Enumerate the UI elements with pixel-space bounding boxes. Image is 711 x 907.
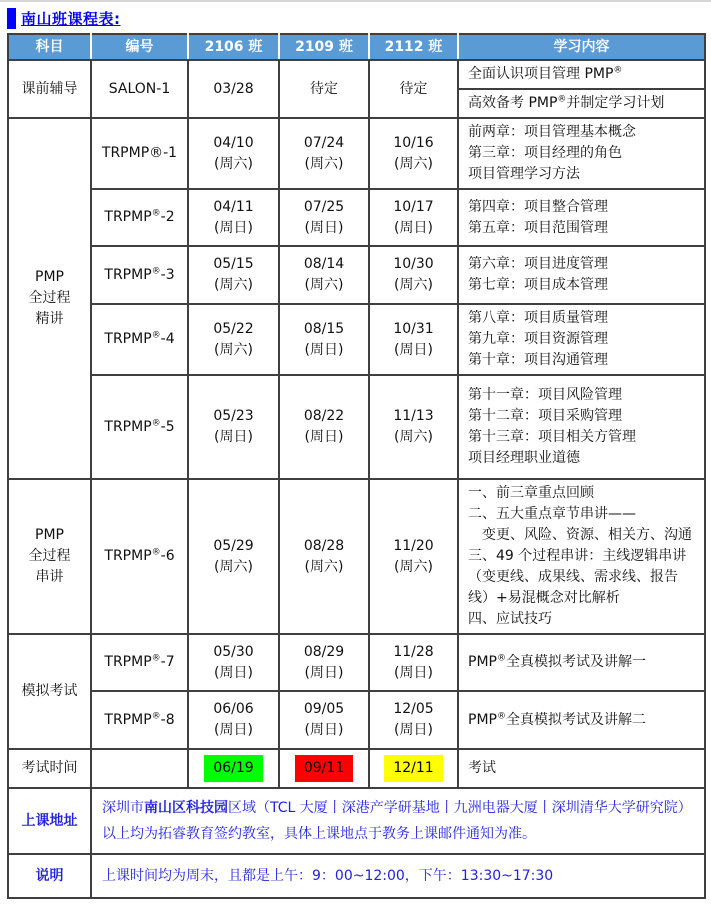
cell-content-trpmp-3: 第六章：项目进度管理 第七章：项目成本管理 — [458, 246, 705, 304]
cell-date-2109-trpmp-2: 07/25 (周日) — [279, 189, 369, 246]
cell-date-2112-trpmp-3: 10/30 (周六) — [369, 246, 458, 304]
cell-date-2112-trpmp-2: 10/17 (周日) — [369, 189, 458, 246]
exam-date-highlight-yellow: 12/11 — [384, 755, 442, 782]
cell-date-2106-trpmp-3: 05/15 (周六) — [188, 246, 279, 304]
cell-address-text — [91, 788, 705, 854]
title-accent-bar — [7, 8, 16, 29]
table-row-address — [8, 788, 705, 854]
table-row-trpmp-3 — [8, 246, 705, 304]
header-class-2109: 2109 班 — [279, 34, 369, 60]
cell-subject-pre-course: 课前辅导 — [8, 60, 91, 118]
table-row-trpmp-2 — [8, 189, 705, 246]
cell-date-2112-salon: 待定 — [369, 60, 458, 118]
cell-date-2106-trpmp-2: 04/11 (周日) — [188, 189, 279, 246]
cell-date-2112-trpmp-4: 10/31 (周日) — [369, 304, 458, 375]
exam-date-highlight-green: 06/19 — [204, 755, 262, 782]
cell-code-trpmp-2: TRPMP®-2 — [91, 189, 188, 246]
cell-exam-date-2112 — [369, 749, 458, 788]
cell-subject-review: PMP 全过程 串讲 — [8, 479, 91, 634]
table-row-trpmp-5 — [8, 375, 705, 479]
table-row-trpmp-8 — [8, 691, 705, 749]
cell-content-trpmp-1: 前两章：项目管理基本概念 第三章：项目经理的角色 项目管理学习方法 — [458, 118, 705, 189]
schedule-table — [7, 33, 706, 899]
page-top-rule — [0, 0, 711, 2]
cell-code-trpmp-1: TRPMP®-1 — [91, 118, 188, 189]
cell-date-2106-trpmp-5: 05/23 (周日) — [188, 375, 279, 479]
exam-date-highlight-red: 09/11 — [295, 755, 353, 782]
cell-content-trpmp-2: 第四章：项目整合管理 第五章：项目范围管理 — [458, 189, 705, 246]
address-bold-location: 南山区科技园 — [144, 800, 228, 816]
section-title — [7, 7, 711, 29]
cell-code-trpmp-3: TRPMP®-3 — [91, 246, 188, 304]
header-content: 学习内容 — [458, 34, 705, 60]
cell-date-2106-trpmp-8: 06/06 (周日) — [188, 691, 279, 749]
cell-date-2112-trpmp-8: 12/05 (周日) — [369, 691, 458, 749]
cell-code-trpmp-6: TRPMP®-6 — [91, 479, 188, 634]
cell-date-2109-trpmp-5: 08/22 (周日) — [279, 375, 369, 479]
header-subject: 科目 — [8, 34, 91, 60]
cell-content-salon-1: 全面认识项目管理 PMP® — [458, 60, 705, 89]
cell-exam-code-empty — [91, 749, 188, 788]
cell-date-2112-trpmp-7: 11/28 (周日) — [369, 634, 458, 691]
table-row-trpmp-6 — [8, 479, 705, 634]
cell-date-2106-trpmp-1: 04/10 (周六) — [188, 118, 279, 189]
cell-exam-content: 考试 — [458, 749, 705, 788]
cell-content-trpmp-5: 第十一章：项目风险管理 第十二章：项目采购管理 第十三章：项目相关方管理 项目经理职业道德 — [458, 375, 705, 479]
cell-content-trpmp-6: 一、前三章重点回顾 二、五大重点章节串讲—— 变更、风险、资源、相关方、沟通 三、49 个过程串讲：主线逻辑串讲（变更线、成果线、需求线、报告线）+易混概念对比解析 四、应试技巧 — [458, 479, 705, 634]
table-row-exam-dates — [8, 749, 705, 788]
cell-code-trpmp-5: TRPMP®-5 — [91, 375, 188, 479]
cell-date-2106-trpmp-4: 05/22 (周六) — [188, 304, 279, 375]
cell-date-2106-trpmp-6: 05/29 (周六) — [188, 479, 279, 634]
cell-subject-full-course: PMP 全过程 精讲 — [8, 118, 91, 479]
cell-date-2112-trpmp-5: 11/13 (周六) — [369, 375, 458, 479]
table-row-trpmp-7 — [8, 634, 705, 691]
cell-date-2109-trpmp-7: 08/29 (周日) — [279, 634, 369, 691]
cell-date-2106-salon: 03/28 — [188, 60, 279, 118]
cell-content-salon-2: 高效备考 PMP®并制定学习计划 — [458, 89, 705, 118]
cell-content-trpmp-8: PMP®全真模拟考试及讲解二 — [458, 691, 705, 749]
header-class-2112: 2112 班 — [369, 34, 458, 60]
cell-code-trpmp-7: TRPMP®-7 — [91, 634, 188, 691]
cell-subject-exam-time: 考试时间 — [8, 749, 91, 788]
address-prefix: 深圳市 — [102, 800, 144, 816]
cell-subject-address: 上课地址 — [8, 788, 91, 854]
cell-date-2109-trpmp-1: 07/24 (周六) — [279, 118, 369, 189]
address-rest: 区域（TCL 大厦丨深港产学研基地丨九洲电器大厦丨深圳清华大学研究院）以上均为拓睿教育签约教室，具体上课地点于教务上课邮件通知为准。 — [102, 800, 692, 842]
cell-date-2112-trpmp-1: 10/16 (周六) — [369, 118, 458, 189]
page-title: 南山班课程表: — [21, 9, 121, 28]
table-row-salon-1 — [8, 60, 705, 89]
cell-date-2109-salon: 待定 — [279, 60, 369, 118]
cell-date-2112-trpmp-6: 11/20 (周六) — [369, 479, 458, 634]
table-row-trpmp-4 — [8, 304, 705, 375]
cell-note-text: 上课时间均为周末，且都是上午：9：00~12:00，下午：13:30~17:30 — [91, 854, 705, 898]
cell-date-2109-trpmp-6: 08/28 (周六) — [279, 479, 369, 634]
cell-code-trpmp-8: TRPMP®-8 — [91, 691, 188, 749]
cell-subject-note: 说明 — [8, 854, 91, 898]
cell-exam-date-2106 — [188, 749, 279, 788]
cell-code-salon: SALON-1 — [91, 60, 188, 118]
header-code: 编号 — [91, 34, 188, 60]
table-row-trpmp-1 — [8, 118, 705, 189]
header-class-2106: 2106 班 — [188, 34, 279, 60]
cell-content-trpmp-7: PMP®全真模拟考试及讲解一 — [458, 634, 705, 691]
cell-date-2109-trpmp-8: 09/05 (周日) — [279, 691, 369, 749]
cell-date-2109-trpmp-4: 08/15 (周日) — [279, 304, 369, 375]
cell-date-2106-trpmp-7: 05/30 (周日) — [188, 634, 279, 691]
header-row — [8, 34, 705, 60]
cell-content-trpmp-4: 第八章：项目质量管理 第九章：项目资源管理 第十章：项目沟通管理 — [458, 304, 705, 375]
cell-date-2109-trpmp-3: 08/14 (周六) — [279, 246, 369, 304]
table-row-note — [8, 854, 705, 898]
cell-subject-mock-exam: 模拟考试 — [8, 634, 91, 749]
cell-code-trpmp-4: TRPMP®-4 — [91, 304, 188, 375]
cell-exam-date-2109 — [279, 749, 369, 788]
